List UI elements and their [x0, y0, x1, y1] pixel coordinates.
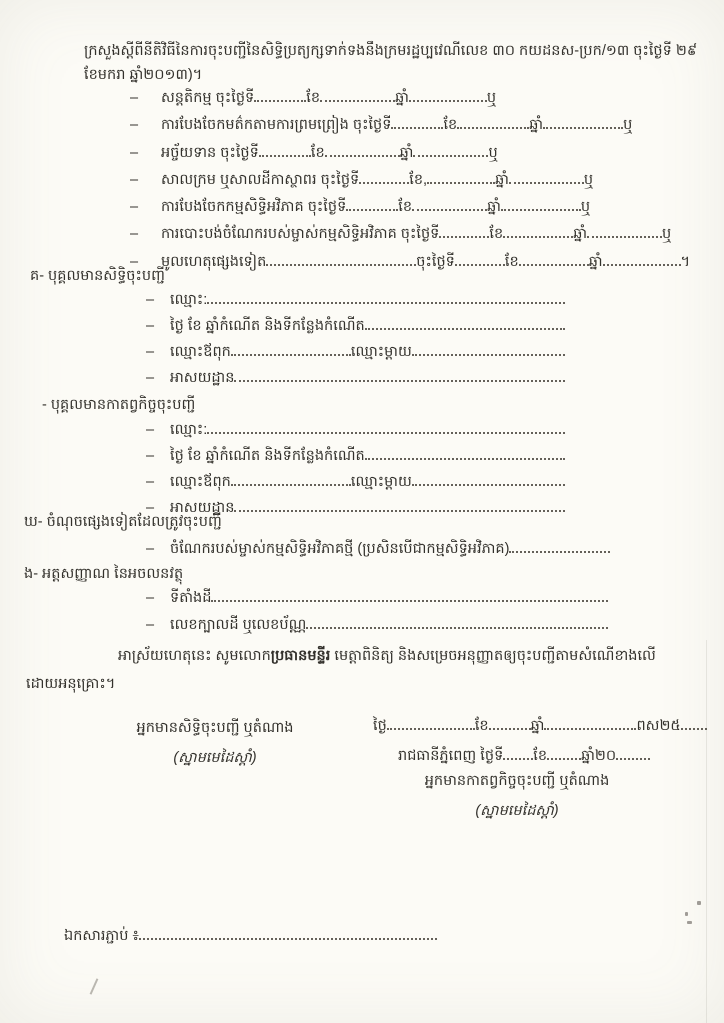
attachment-blank-line — [64, 927, 484, 953]
dotted-blank-field — [325, 155, 400, 157]
dotted-blank-field — [427, 182, 495, 184]
property-field-line — [146, 616, 608, 643]
dotted-blank-field — [413, 155, 488, 157]
bullet-dash-icon: – — [130, 226, 139, 243]
dotted-blank-field — [509, 182, 584, 184]
label-text: ។ — [680, 253, 691, 270]
attached-documents-line — [64, 927, 484, 953]
dotted-blank-field — [391, 127, 443, 129]
bullet-dash-icon: – — [146, 541, 155, 557]
label-text: ឈ្មោះ: — [170, 422, 208, 438]
dotted-blank-field — [320, 100, 395, 102]
label-text: អាស្រ័យហេតុនេះ សូមលោក — [118, 648, 271, 664]
label-text: ឈ្មោះឪពុក — [170, 474, 231, 490]
scan-speck-artifact — [687, 921, 692, 924]
registration-cause-line — [130, 144, 654, 171]
bullet-dash-icon: – — [146, 474, 155, 490]
label-text: ឬ — [583, 171, 594, 188]
dotted-blank-field — [259, 155, 311, 157]
label-text: ខែ — [489, 226, 504, 243]
label-text: ខែ — [306, 90, 321, 106]
dotted-blank-field — [547, 758, 581, 760]
registration-cause-line — [130, 171, 654, 198]
property-field-line — [146, 589, 608, 616]
bullet-dash-icon: – — [146, 370, 155, 386]
label-text: ការបែងចែកមត៌កតាមការព្រមព្រៀង ចុះថ្ងៃទី — [161, 117, 392, 134]
label-text: ខែ — [504, 253, 519, 270]
dotted-blank-field — [412, 209, 487, 211]
dotted-blank-field — [207, 432, 565, 434]
person-field-line — [146, 447, 565, 473]
phnom-penh-date-blank — [398, 747, 652, 773]
scan-crease-artifact — [706, 640, 707, 1023]
person-field-line — [146, 291, 565, 317]
dotted-blank-field — [231, 484, 351, 486]
label-text: ពស២៥ — [636, 718, 681, 734]
dotted-blank-field — [346, 209, 398, 211]
label-text: ឬ — [486, 90, 497, 106]
dotted-blank-field — [234, 510, 565, 512]
label-text: អាសយដ្ឋាន — [170, 370, 235, 386]
obliged-signer-title: អ្នកមានកាតព្វកិច្ចចុះបញ្ជី ឬតំណាង — [424, 773, 610, 789]
obliged-person-fields — [146, 421, 565, 525]
label-text: ថ្ងៃ ខែ ឆ្នាំកំណើត និងទីកន្លែងកំណើត — [170, 318, 365, 334]
person-field-line — [146, 343, 565, 369]
label-text: ឆ្នាំ — [487, 199, 501, 216]
date-line — [373, 717, 697, 743]
label-text: ខែ — [533, 748, 548, 764]
right-holder-thumbprint-note: (ស្នាមមេដៃស្ដាំ) — [173, 750, 257, 766]
registration-cause-line — [130, 225, 672, 252]
label-text: ថ្ងៃ — [373, 718, 387, 734]
bullet-dash-icon: – — [130, 199, 139, 216]
bullet-dash-icon: – — [130, 117, 139, 134]
dotted-blank-field — [409, 100, 487, 102]
dotted-blank-field — [544, 728, 636, 730]
other-points-fields — [146, 540, 610, 566]
dotted-blank-field — [501, 209, 581, 211]
section-kor-heading: គ- បុគ្គលមានសិទ្ធិចុះបញ្ជី — [30, 268, 165, 284]
pen-mark-artifact — [90, 978, 99, 994]
bullet-dash-icon: – — [146, 500, 155, 516]
label-text: ឬ — [662, 226, 672, 243]
section-ngor-heading: ង- អត្តសញ្ញាណ នៃអចលនវត្ថុ — [24, 566, 184, 582]
label-text: ឆ្នាំ — [573, 226, 588, 243]
dotted-blank-field — [359, 182, 409, 184]
scan-speck-artifact — [685, 912, 688, 916]
registration-cause-line — [130, 89, 654, 116]
right-holder-fields — [146, 291, 565, 395]
dotted-blank-field — [616, 758, 650, 760]
label-text: ខែ — [310, 144, 325, 161]
label-text: ខែ — [398, 199, 413, 216]
label-text: ឈ្មោះម្ដាយ — [350, 344, 412, 360]
label-text: ការបោះបង់ចំណែករបស់ម្ចាស់កម្មសិទ្ធិអវិភាគ ចុះថ្ងៃទី — [161, 226, 440, 243]
obliged-person-heading: - បុគ្គលមានកាតព្វកិច្ចចុះបញ្ជី — [42, 397, 196, 413]
label-text: សន្តតិកម្ម ចុះថ្ងៃទី — [161, 90, 255, 106]
dotted-blank-field — [503, 236, 573, 238]
other-point-line — [146, 540, 610, 566]
right-holder-signer-title: អ្នកមានសិទ្ធិចុះបញ្ជី ឬតំណាង — [136, 720, 294, 736]
dotted-blank-field — [254, 100, 306, 102]
person-field-line — [146, 317, 565, 343]
dotted-blank-field — [439, 236, 489, 238]
label-text: ទីតាំងដី — [170, 590, 212, 606]
intro-paragraph: ក្រសួងស្ដីពីនីតិវិធីនៃការចុះបញ្ជីនៃសិទ្ធិប្រត្យក្សទាក់ទងនឹងក្រមរដ្ឋប្បវេណីលេខ ៣០ កយដនស-ប្រក/១៣ ចុះថ្ងៃទី ២៩ ខែមករា ឆ្នាំ២០១៣)។ — [84, 43, 698, 83]
label-text: អច្ច័យទាន ចុះថ្ងៃទី — [161, 144, 259, 161]
dotted-blank-field — [387, 728, 475, 730]
bullet-dash-icon: – — [146, 590, 155, 606]
dotted-blank-field — [489, 728, 531, 730]
dotted-blank-field — [455, 264, 505, 266]
dotted-blank-field — [306, 627, 608, 629]
person-field-line — [146, 421, 565, 447]
label-text: ចំណែករបស់ម្ចាស់កម្មសិទ្ធិអវិភាគថ្មី (ប្រសិនបើជាកម្មសិទ្ធិអវិភាគ) — [170, 541, 510, 557]
bullet-dash-icon: – — [130, 253, 139, 270]
label-text: ឬ — [488, 144, 498, 161]
dotted-blank-field — [603, 264, 681, 266]
dotted-blank-field — [365, 328, 565, 330]
dotted-blank-field — [211, 600, 608, 602]
label-text: សាលក្រម ឬសាលដីកាស្ថាពរ ចុះថ្ងៃទី — [161, 171, 360, 188]
label-text: ឈ្មោះឪពុក — [170, 344, 231, 360]
registration-cause-line — [130, 253, 691, 280]
label-text: មូលហេតុផ្សេងទៀត — [161, 253, 267, 270]
dotted-blank-field — [543, 127, 623, 129]
dotted-blank-field — [207, 302, 565, 304]
dotted-blank-field — [234, 380, 565, 382]
label-text: ឆ្នាំ — [588, 253, 603, 270]
dotted-blank-field — [587, 236, 662, 238]
cause-list — [130, 89, 691, 280]
bullet-dash-icon: – — [130, 90, 139, 106]
label-text: ឆ្នាំ — [399, 144, 414, 161]
label-text: ឆ្នាំ — [495, 171, 509, 188]
dotted-blank-field — [503, 758, 533, 760]
dotted-blank-field — [457, 127, 529, 129]
place-date-line — [398, 747, 652, 773]
label-text: ឈ្មោះម្ដាយ — [350, 474, 412, 490]
closing-paragraph — [26, 642, 686, 698]
label-text: ខែ — [474, 718, 489, 734]
label-text: ឬ — [623, 117, 633, 134]
scan-speck-artifact — [697, 901, 701, 905]
property-identity-fields — [146, 589, 608, 642]
person-field-line — [146, 369, 565, 395]
bold-label-text: ប្រធានមន្ទីរ — [270, 648, 331, 664]
dotted-blank-field — [412, 354, 565, 356]
dotted-blank-field — [681, 728, 707, 730]
bullet-dash-icon: – — [130, 144, 139, 161]
label-text: ថ្ងៃ ខែ ឆ្នាំកំណើត និងទីកន្លែងកំណើត — [170, 448, 365, 464]
bullet-dash-icon: – — [146, 292, 155, 308]
label-text: ខែ — [443, 117, 458, 134]
bullet-dash-icon: – — [146, 344, 155, 360]
buddhist-era-date-blank — [373, 717, 697, 743]
label-text: លេខក្បាលដី ឬលេខប័ណ្ណ — [170, 616, 307, 633]
label-text: ឆ្នាំ២០ — [581, 748, 617, 764]
dotted-blank-field — [519, 264, 589, 266]
registration-cause-line — [130, 198, 654, 225]
label-text: ឈ្មោះ: — [170, 292, 208, 308]
label-text: ឆ្នាំ — [530, 718, 545, 734]
dotted-blank-field — [365, 458, 565, 460]
label-text: អាសយដ្ឋាន — [170, 500, 235, 516]
dotted-blank-field — [139, 938, 437, 940]
person-field-line — [146, 473, 565, 499]
registration-cause-line — [130, 116, 654, 143]
section-khor-heading: ឃ- ចំណុចផ្សេងទៀតដែលត្រូវចុះបញ្ជី — [24, 514, 222, 530]
label-text: ចុះថ្ងៃទី — [416, 253, 455, 270]
label-text: ឬ — [580, 199, 591, 216]
label-text: ខែ, — [409, 171, 428, 188]
obliged-thumbprint-note: (ស្នាមមេដៃស្ដាំ) — [475, 803, 559, 819]
dotted-blank-field — [231, 354, 351, 356]
label-text: ឆ្នាំ — [529, 117, 544, 134]
dotted-blank-field — [266, 264, 416, 266]
label-text: មេត្តាពិនិត្យ និងសម្រេចអនុញ្ញាតឲ្យចុះបញ្ជីតាមសំណើខាងលើដោយអនុគ្រោះ។ — [26, 648, 656, 692]
bullet-dash-icon: – — [146, 318, 155, 334]
label-text: ឯកសារភ្ជាប់ ៖ — [64, 928, 139, 944]
label-text: ការបែងចែកកម្មសិទ្ធិអវិភាគ ចុះថ្ងៃទី — [161, 199, 347, 216]
label-text: រាជធានីភ្នំពេញ ថ្ងៃទី — [398, 748, 504, 764]
bullet-dash-icon: – — [146, 422, 155, 438]
label-text: ឆ្នាំ — [395, 90, 409, 106]
bullet-dash-icon: – — [130, 171, 139, 188]
bullet-dash-icon: – — [146, 448, 155, 464]
bullet-dash-icon: – — [146, 616, 155, 633]
dotted-blank-field — [412, 484, 565, 486]
dotted-blank-field — [509, 551, 610, 553]
